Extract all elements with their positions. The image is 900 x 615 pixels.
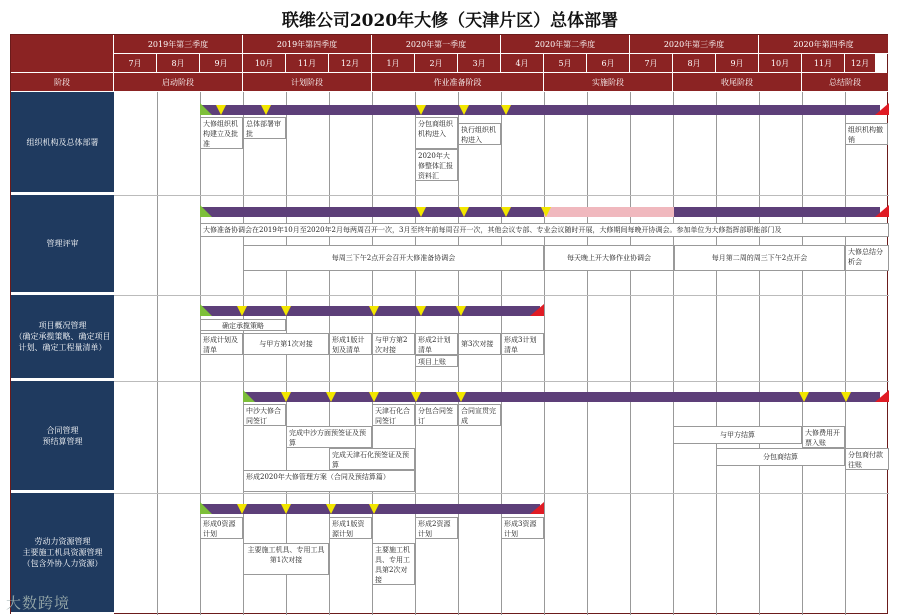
month-header: 11月 — [286, 54, 329, 73]
milestone-marker — [456, 306, 466, 316]
task-box: 总体部署审批 — [243, 117, 286, 139]
task-box: 每月第二周的周三下午2点开会 — [674, 245, 845, 271]
row-label-review: 管理评审 — [11, 195, 114, 295]
month-header: 1月 — [372, 54, 415, 73]
task-box: 主要施工机具、专用工具第2次对接 — [372, 543, 415, 585]
month-header: 9月 — [716, 54, 759, 73]
task-box: 形成1版计划及清单 — [329, 333, 372, 355]
task-box: 每天晚上开大修作业协调会 — [544, 245, 674, 271]
task-box: 完成中沙方面预签证及预算 — [286, 426, 372, 448]
start-marker — [200, 502, 212, 514]
milestone-marker — [261, 105, 271, 115]
milestone-marker — [541, 207, 551, 217]
milestone-marker — [369, 392, 379, 402]
watermark-logo: 大数跨境 — [6, 594, 71, 612]
quarter-header: 2019年第三季度 — [114, 35, 243, 54]
month-header: 4月 — [501, 54, 544, 73]
task-box: 天津石化合同签订 — [372, 404, 415, 426]
milestone-marker — [416, 207, 426, 217]
quarter-header: 2020年第二季度 — [501, 35, 630, 54]
month-gridline — [544, 92, 545, 615]
row-separator — [114, 195, 889, 196]
end-marker — [530, 304, 544, 316]
month-header: 3月 — [458, 54, 501, 73]
row-separator — [114, 493, 889, 494]
task-box: 形成3资源计划 — [501, 517, 544, 539]
phase-header-label: 阶段 — [11, 73, 114, 92]
task-box: 第3次对接 — [458, 333, 501, 355]
phase-plan: 计划阶段 — [243, 73, 372, 92]
milestone-marker — [459, 105, 469, 115]
task-box: 大修总结分析会 — [845, 245, 889, 271]
task-box: 形成计划及清单 — [200, 333, 243, 355]
month-header: 6月 — [587, 54, 630, 73]
milestone-marker — [216, 105, 226, 115]
task-box: 形成2资源计划 — [415, 517, 458, 539]
milestone-marker — [237, 306, 247, 316]
task-box: 完成天津石化预签证及预算 — [329, 448, 415, 470]
task-box: 形成3计划清单 — [501, 333, 544, 355]
header-corner — [11, 35, 114, 73]
timeline-bar — [674, 207, 880, 217]
month-header: 8月 — [673, 54, 716, 73]
month-gridline — [845, 92, 846, 615]
task-box: 与甲方结算 — [673, 426, 802, 444]
task-box: 分包商付款往账 — [845, 448, 889, 470]
milestone-marker — [237, 504, 247, 514]
milestone-marker — [326, 392, 336, 402]
month-header: 8月 — [157, 54, 200, 73]
task-box: 大修费用开票入账 — [802, 426, 845, 448]
end-marker — [530, 502, 544, 514]
timeline-bar — [243, 392, 880, 402]
month-header: 7月 — [114, 54, 157, 73]
month-gridline — [630, 92, 631, 615]
quarter-header: 2020年第一季度 — [372, 35, 501, 54]
month-gridline — [587, 92, 588, 615]
task-box: 主要施工机具、专用工具第1次对接 — [243, 543, 329, 575]
end-marker — [875, 103, 889, 115]
phase-close: 收尾阶段 — [673, 73, 802, 92]
timeline-bar — [200, 105, 880, 115]
task-box: 分包合同签订 — [415, 404, 458, 426]
month-header: 9月 — [200, 54, 243, 73]
milestone-marker — [281, 504, 291, 514]
task-box: 形成2020年大修管理方案（合同及预结算篇） — [243, 470, 415, 492]
milestone-marker — [459, 207, 469, 217]
month-header: 12月 — [845, 54, 876, 73]
task-box: 组织机构撤销 — [845, 123, 888, 145]
task-box: 执行组织机构进入 — [458, 123, 501, 145]
task-box: 项目上账 — [415, 355, 458, 367]
milestone-marker — [799, 392, 809, 402]
month-header: 11月 — [802, 54, 845, 73]
phase-prep: 作业准备阶段 — [372, 73, 544, 92]
milestone-marker — [841, 392, 851, 402]
month-gridline — [802, 92, 803, 615]
month-header: 12月 — [329, 54, 372, 73]
milestone-marker — [501, 105, 511, 115]
phase-summary: 总结阶段 — [802, 73, 889, 92]
task-box: 大修准备协调会在2019年10月至2020年2月每两周召开一次，3月至终年前每周召开一次，其他会议专部、专业会议随时开展，大修期间每晚开协调会。参加单位为大修指挥部职能部门及 — [200, 223, 889, 237]
row-separator — [114, 295, 889, 296]
end-marker — [875, 390, 889, 402]
task-box: 中沙大修合同签订 — [243, 404, 286, 426]
month-header: 7月 — [630, 54, 673, 73]
milestone-marker — [369, 306, 379, 316]
gantt-grid — [10, 34, 888, 614]
quarter-header: 2020年第三季度 — [630, 35, 759, 54]
start-marker — [200, 103, 212, 115]
task-box: 形成1版资源计划 — [329, 517, 372, 539]
task-box: 分包商组织机构进入 — [415, 117, 458, 149]
task-box: 确定承揽策略 — [200, 319, 286, 331]
milestone-marker — [281, 306, 291, 316]
milestone-marker — [326, 504, 336, 514]
page-title: 联维公司2020年大修（天津片区）总体部署 — [281, 11, 619, 31]
quarter-header: 2019年第四季度 — [243, 35, 372, 54]
milestone-marker — [369, 504, 379, 514]
month-gridline — [157, 92, 158, 615]
month-gridline — [673, 92, 674, 615]
milestone-marker — [416, 306, 426, 316]
row-label-resource: 劳动力资源管理 主要施工机具资源管理 （包含外协人力资源） — [11, 493, 114, 615]
task-box: 合同宣贯完成 — [458, 404, 501, 426]
month-gridline — [716, 92, 717, 615]
end-marker — [875, 205, 889, 217]
task-box: 每周三下午2点开会召开大修准备协调会 — [243, 245, 544, 271]
phase-start: 启动阶段 — [114, 73, 243, 92]
task-box: 与甲方第2次对接 — [372, 333, 415, 355]
start-marker — [200, 304, 212, 316]
milestone-marker — [416, 105, 426, 115]
milestone-marker — [456, 392, 466, 402]
row-label-org: 组织机构及总体部署 — [11, 92, 114, 195]
task-box: 大修组织机构建立及批准 — [200, 117, 243, 149]
timeline-bar — [200, 207, 544, 217]
row-separator — [114, 381, 889, 382]
month-header: 2月 — [415, 54, 458, 73]
phase-exec: 实施阶段 — [544, 73, 673, 92]
row-label-project: 项目概况管理 （确定承揽策略、确定项目计划、确定工程量清单） — [11, 295, 114, 381]
milestone-marker — [281, 392, 291, 402]
row-label-contract: 合同管理 预结算管理 — [11, 381, 114, 493]
start-marker — [200, 205, 212, 217]
start-marker — [243, 390, 255, 402]
task-box: 分包商结算 — [716, 448, 845, 466]
timeline-bar-exec — [544, 207, 674, 217]
month-header: 10月 — [759, 54, 802, 73]
task-box: 2020年大修整体汇报资料汇 — [415, 149, 458, 181]
milestone-marker — [411, 392, 421, 402]
month-gridline — [759, 92, 760, 615]
month-header: 10月 — [243, 54, 286, 73]
task-box: 与甲方第1次对接 — [243, 333, 329, 355]
milestone-marker — [501, 207, 511, 217]
task-box: 形成2计划清单 — [415, 333, 458, 355]
task-box: 形成0资源计划 — [200, 517, 243, 539]
quarter-header: 2020年第四季度 — [759, 35, 889, 54]
month-header: 5月 — [544, 54, 587, 73]
